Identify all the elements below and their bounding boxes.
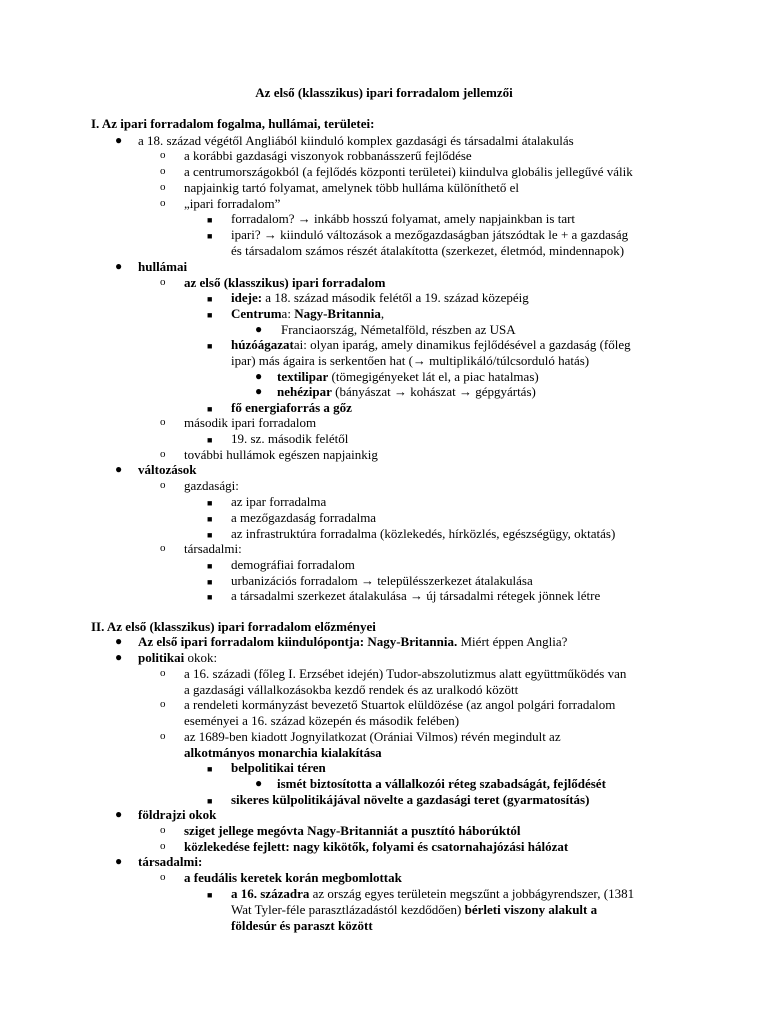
list-item: hullámai <box>138 259 188 274</box>
document-title: Az első (klasszikus) ipari forradalom jellemzői <box>255 85 513 100</box>
list-item: a centrumországokból (a fejlődés központi területei) kiindulva globális jellegűvé válik <box>184 164 633 179</box>
list-item: 19. sz. második felétől <box>231 431 349 446</box>
list-item: urbanizációs forradalom → településszerkezet átalakulása <box>231 573 533 588</box>
list-item: az infrastruktúra forradalma (közlekedés, hírközlés, egészségügy, oktatás) <box>231 526 616 541</box>
bullet-circle-icon: o <box>160 197 166 209</box>
list-item <box>138 650 217 665</box>
section-1-heading: I. Az ipari forradalom fogalma, hullámai, területei: <box>91 116 375 131</box>
list-item <box>231 886 634 901</box>
huzo-text: ai: olyan iparág, amely dinamikus fejlődésével a gazdaság (főleg <box>293 337 631 352</box>
bullet-square-icon: ■ <box>207 404 213 414</box>
bullet-disc-icon: ● <box>115 133 123 147</box>
list-item <box>277 384 536 399</box>
bullet-circle-icon: o <box>160 871 166 883</box>
list-item <box>277 369 539 384</box>
bullet-disc-icon: ● <box>255 776 263 790</box>
centrum-comma: , <box>380 306 385 321</box>
list-item: társadalmi: <box>184 541 242 556</box>
s1-text-2: Wat Tyler-féle parasztlázadástól kezdődően) <box>231 902 465 917</box>
list-item-continuation: és társadalom számos részét átalakította (szerkezet, életmód, mindennapok) <box>231 243 625 258</box>
list-item: a korábbi gazdasági viszonyok robbanásszerű fejlődése <box>184 148 472 163</box>
bullet-square-icon: ■ <box>207 231 213 241</box>
list-item-continuation: földesúr és paraszt között <box>231 918 373 933</box>
bullet-circle-icon: o <box>160 698 166 710</box>
bullet-circle-icon: o <box>160 730 166 742</box>
list-item: napjainkig tartó folyamat, amelynek több hulláma különíthető el <box>184 180 520 195</box>
bullet-square-icon: ■ <box>207 294 213 304</box>
bullet-disc-icon: ● <box>115 462 123 476</box>
s1-label: a 16. századra <box>231 886 310 901</box>
bullet-circle-icon: o <box>160 448 166 460</box>
bullet-square-icon: ■ <box>207 514 213 524</box>
bullet-disc-icon: ● <box>115 807 123 821</box>
bullet-circle-icon: o <box>160 165 166 177</box>
list-item: az első (klasszikus) ipari forradalom <box>184 275 386 290</box>
bullet-square-icon: ■ <box>207 435 213 445</box>
list-item: sziget jellege megóvta Nagy-Britanniát a pusztító háborúktól <box>184 823 521 838</box>
list-item-continuation: a gazdasági vállalkozásokba kezdő rendek és az uralkodó között <box>184 682 519 697</box>
bullet-circle-icon: o <box>160 276 166 288</box>
list-item: forradalom? → inkább hosszú folyamat, amely napjainkban is tart <box>231 211 576 226</box>
list-item: az 1689-ben kiadott Jognyilatkozat (Orániai Vilmos) révén megindult az <box>184 729 561 744</box>
huzo-label: húzóágazat <box>231 337 294 352</box>
list-item: második ipari forradalom <box>184 415 317 430</box>
bullet-square-icon: ■ <box>207 530 213 540</box>
list-item: a rendeleti kormányzást bevezető Stuartok elüldözése (az angol polgári forradalom <box>184 697 616 712</box>
list-item <box>231 306 384 321</box>
ideje-text: a 18. század második felétől a 19. század közepéig <box>262 290 529 305</box>
bullet-circle-icon: o <box>160 840 166 852</box>
politikai-text: okok: <box>184 650 218 665</box>
list-item: a társadalmi szerkezet átalakulása → új társadalmi rétegek jönnek létre <box>231 588 601 603</box>
list-item-continuation: ipar) más ágaira is serkentően hat (→ multiplikáló/túlcsorduló hatás) <box>231 353 590 368</box>
list-item: sikeres külpolitikájával növelte a gazdasági teret (gyarmatosítás) <box>231 792 590 807</box>
list-item <box>138 634 567 649</box>
bullet-circle-icon: o <box>160 416 166 428</box>
bullet-disc-icon: ● <box>115 634 123 648</box>
list-item: a mezőgazdaság forradalma <box>231 510 377 525</box>
bullet-square-icon: ■ <box>207 561 213 571</box>
bullet-square-icon: ■ <box>207 577 213 587</box>
bullet-square-icon: ■ <box>207 890 213 900</box>
list-item: társadalmi: <box>138 854 203 869</box>
list-item: változások <box>138 462 197 477</box>
section-2-heading: II. Az első (klasszikus) ipari forradalom előzményei <box>91 619 376 634</box>
list-item-continuation <box>231 902 597 917</box>
centrum-label: Centrum <box>231 306 282 321</box>
list-item: fő energiaforrás a gőz <box>231 400 352 415</box>
list-item: belpolitikai téren <box>231 760 326 775</box>
list-item: ipari? → kiinduló változások a mezőgazdaságban játszódtak le + a gazdaság <box>231 227 629 242</box>
textil-text: (tömegigényeket lát el, a piac hatalmas) <box>328 369 539 384</box>
list-item: további hullámok egészen napjainkig <box>184 447 378 462</box>
textil-label: textilipar <box>277 369 329 384</box>
list-item: közlekedése fejlett: nagy kikötők, folyami és csatornahajózási hálózat <box>184 839 569 854</box>
bullet-square-icon: ■ <box>207 215 213 225</box>
bullet-square-icon: ■ <box>207 310 213 320</box>
list-item <box>231 290 529 305</box>
bullet-circle-icon: o <box>160 181 166 193</box>
centrum-text: a: <box>281 306 295 321</box>
list-item: Franciaország, Németalföld, részben az USA <box>281 322 516 337</box>
bullet-square-icon: ■ <box>207 796 213 806</box>
start-text: Miért éppen Anglia? <box>457 634 568 649</box>
bullet-circle-icon: o <box>160 667 166 679</box>
bullet-circle-icon: o <box>160 479 166 491</box>
bullet-disc-icon: ● <box>255 322 263 336</box>
bullet-disc-icon: ● <box>115 650 123 664</box>
list-item: gazdasági: <box>184 478 239 493</box>
bullet-square-icon: ■ <box>207 341 213 351</box>
bullet-square-icon: ■ <box>207 764 213 774</box>
bullet-circle-icon: o <box>160 149 166 161</box>
list-item: az ipar forradalma <box>231 494 327 509</box>
politikai-label: politikai <box>138 650 185 665</box>
bullet-disc-icon: ● <box>255 369 263 383</box>
list-item <box>231 337 631 352</box>
nehez-label: nehézipar <box>277 384 332 399</box>
s1-bold-2: bérleti viszony alakult a <box>464 902 598 917</box>
list-item: a 18. század végétől Angliából kiinduló komplex gazdasági és társadalmi átalakulás <box>138 133 574 148</box>
bullet-disc-icon: ● <box>115 259 123 273</box>
ideje-label: ideje: <box>231 290 263 305</box>
bullet-circle-icon: o <box>160 542 166 554</box>
bullet-disc-icon: ● <box>115 854 123 868</box>
s1-text: az ország egyes területein megszűnt a jobbágyrendszer, (1381 <box>309 886 635 901</box>
list-item-continuation: alkotmányos monarchia kialakítása <box>184 745 382 760</box>
centrum-country: Nagy-Britannia <box>294 306 381 321</box>
list-item: „ipari forradalom” <box>184 196 281 211</box>
list-item: ismét biztosította a vállalkozói réteg szabadságát, fejlődését <box>277 776 606 791</box>
bullet-square-icon: ■ <box>207 498 213 508</box>
start-label: Az első ipari forradalom kiindulópontja: Nagy-Britannia. <box>138 634 458 649</box>
list-item-continuation: eseményei a 16. század közepén és második felében) <box>184 713 460 728</box>
list-item: a 16. századi (főleg I. Erzsébet idején) Tudor-abszolutizmus alatt együttműködés van <box>184 666 627 681</box>
bullet-disc-icon: ● <box>255 384 263 398</box>
bullet-circle-icon: o <box>160 824 166 836</box>
list-item: a feudális keretek korán megbomlottak <box>184 870 402 885</box>
list-item: földrajzi okok <box>138 807 217 822</box>
list-item: demográfiai forradalom <box>231 557 355 572</box>
nehez-text: (bányászat → kohászat → gépgyártás) <box>331 384 536 399</box>
bullet-square-icon: ■ <box>207 592 213 602</box>
